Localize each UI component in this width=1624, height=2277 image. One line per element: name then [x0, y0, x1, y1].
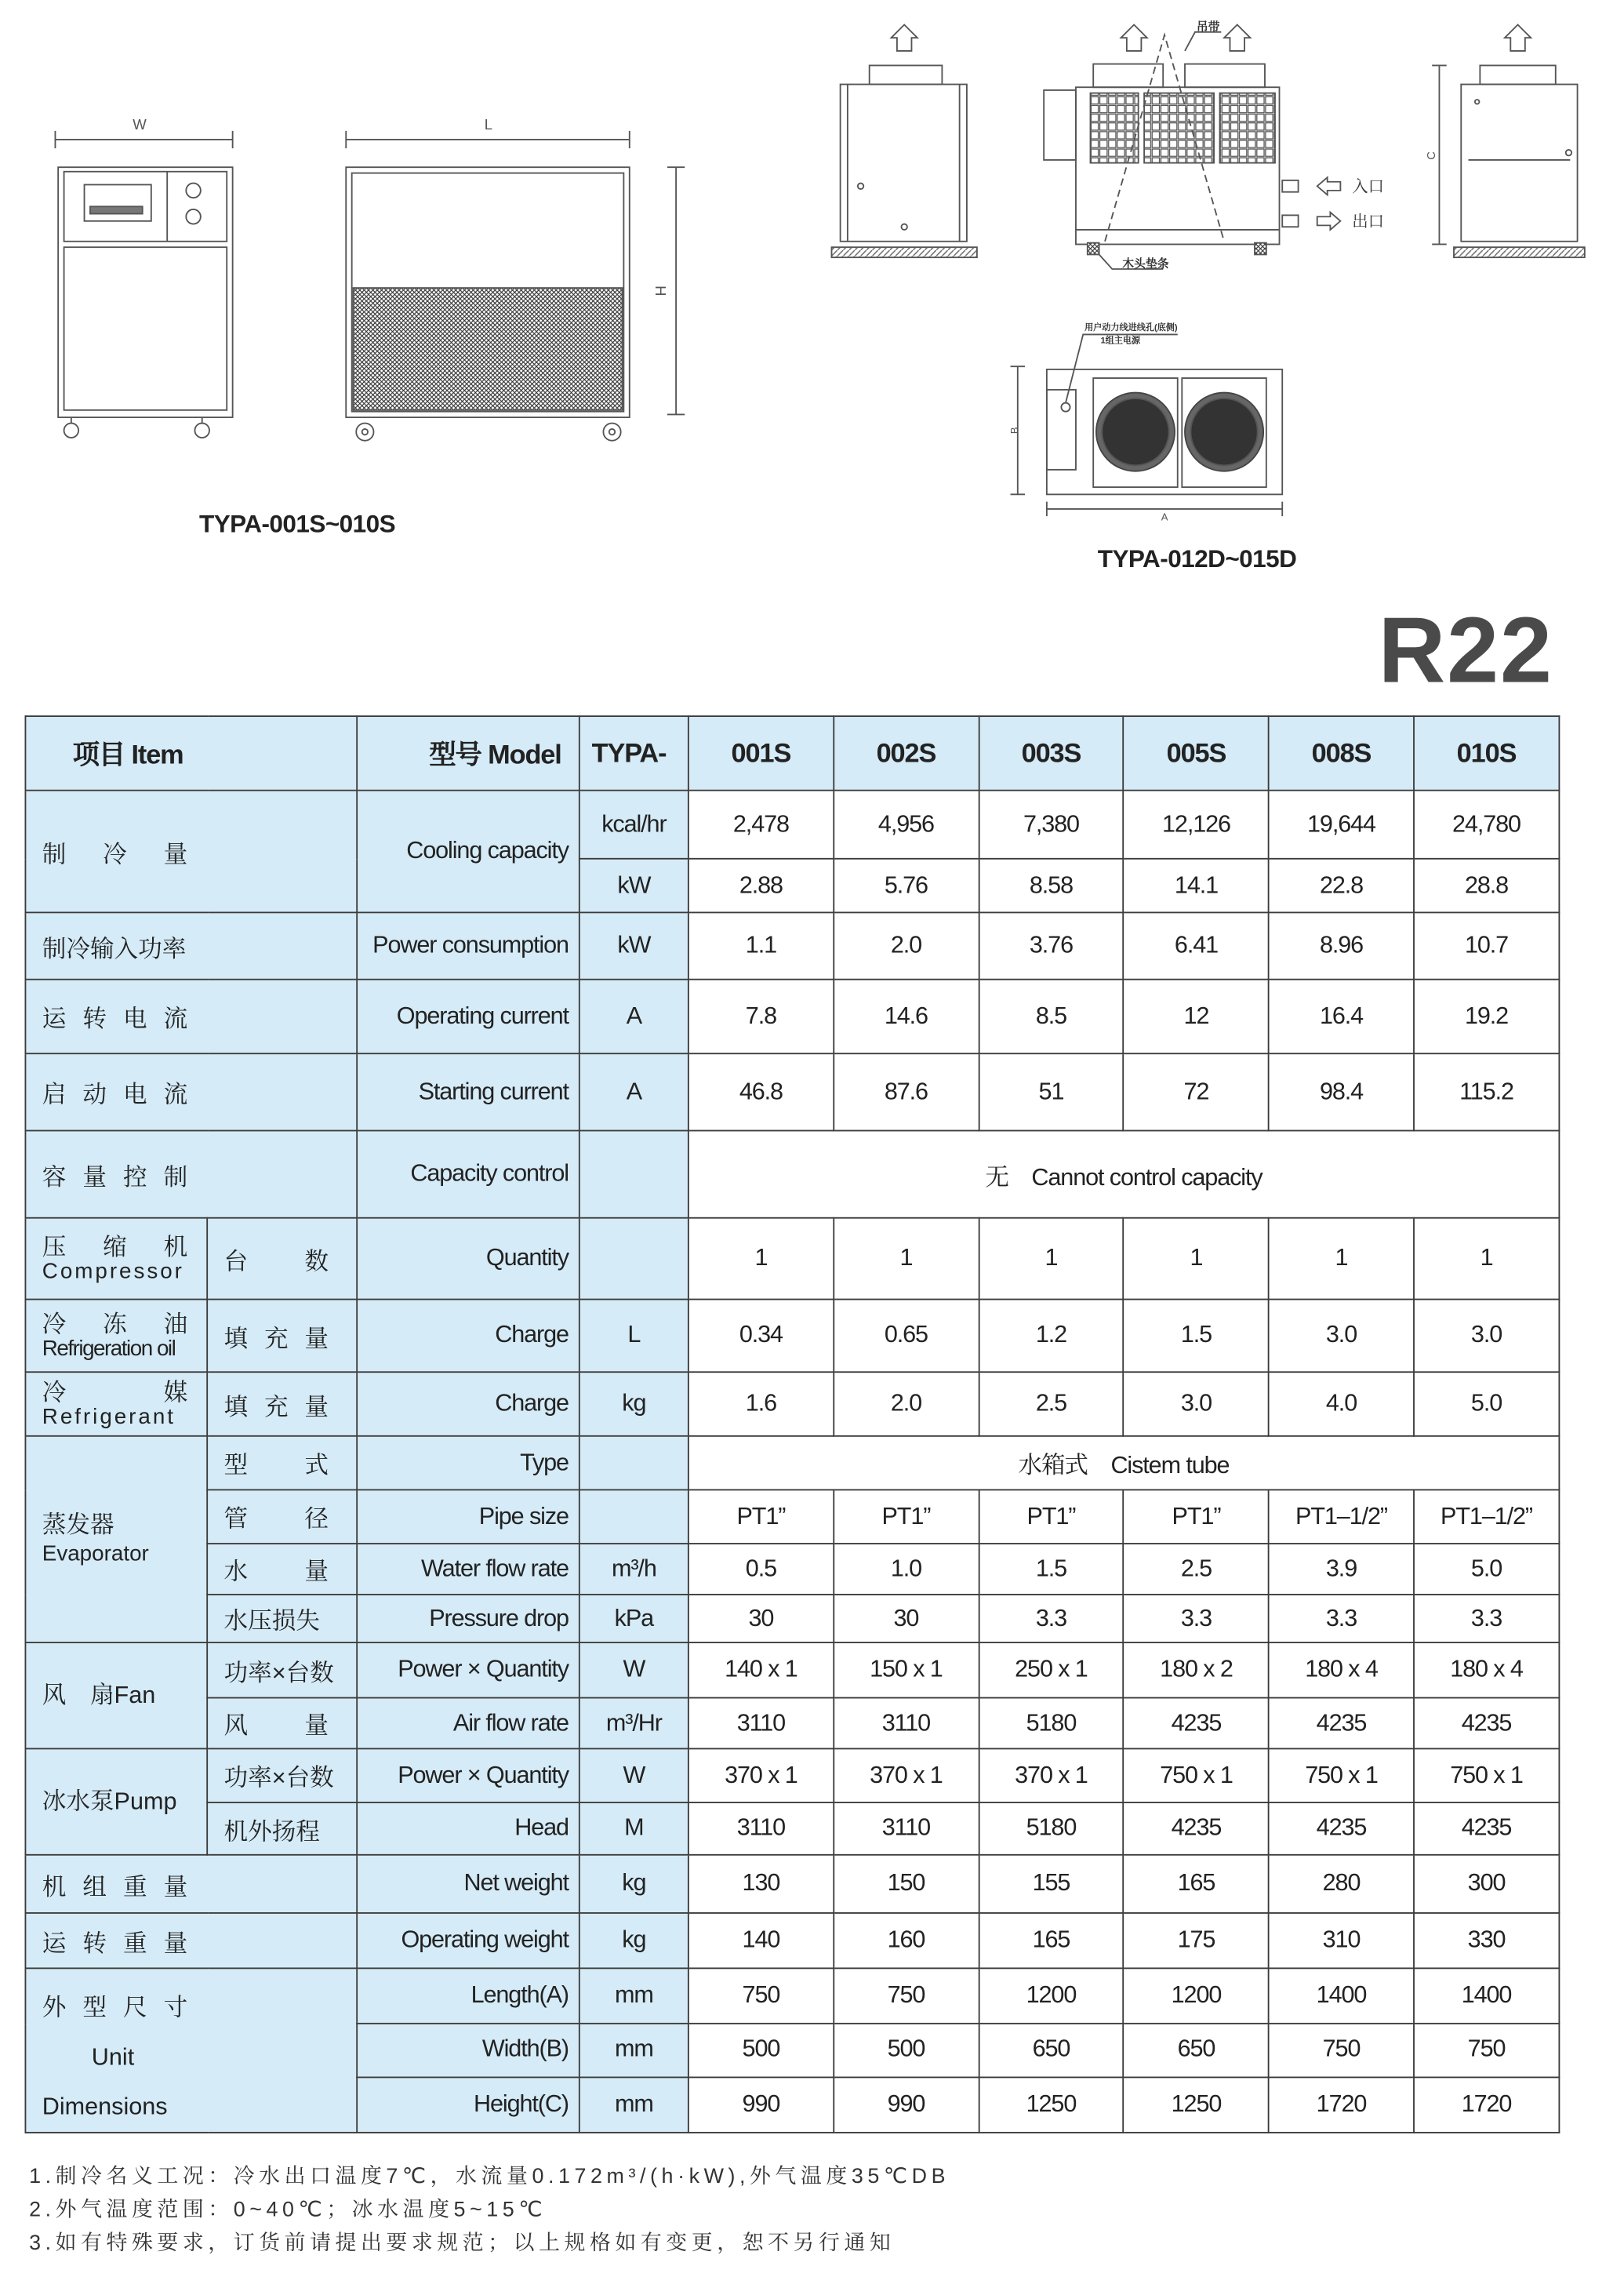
value-cell: 51: [979, 1053, 1124, 1130]
table-row: [25, 1913, 1559, 1968]
group-label: [25, 1748, 207, 1854]
value-cell: 1.5: [979, 1544, 1124, 1595]
value-cell: 2.5: [979, 1372, 1124, 1436]
value-cell: 24,780: [1414, 791, 1559, 859]
value-cell: 1250: [1124, 2077, 1269, 2133]
item-name-en: Operating weight: [357, 1913, 579, 1968]
table-row: [25, 980, 1559, 1054]
sub-item-cn: [207, 1595, 357, 1642]
value-cell: 28.8: [1414, 859, 1559, 913]
outlet-label: 出口: [1352, 213, 1384, 231]
value-cell: 140: [688, 1913, 834, 1968]
value-cell: 180 x 2: [1124, 1642, 1269, 1697]
left-model-range-title: TYPA-001S~010S: [198, 510, 396, 538]
value-cell: 14.1: [1124, 859, 1269, 913]
group-name-cn: 压缩机: [42, 1234, 188, 1260]
header-model-005s: 005S: [1124, 716, 1269, 791]
value-cell: PT1”: [688, 1490, 834, 1544]
value-cell: 4235: [1414, 1802, 1559, 1855]
value-cell: 3110: [688, 1802, 834, 1855]
sub-item-cn: [207, 1544, 357, 1595]
unit-cell: [579, 1218, 688, 1300]
header-model-010s: 010S: [1414, 716, 1559, 791]
table-row: [25, 1855, 1559, 1913]
value-cell: 165: [1124, 1855, 1269, 1913]
right-model-range-title: TYPA-012D~015D: [1097, 545, 1297, 573]
item-name-en: Capacity control: [357, 1130, 579, 1217]
item-name-en: Starting current: [357, 1053, 579, 1130]
footnote: 1.制冷名义工况：冷水出口温度7℃，水流量0.172m³/(h·kW),外气温度35℃DB: [29, 2165, 950, 2189]
item-name-en: Operating current: [357, 980, 579, 1054]
item-name-cn: 外型尺寸: [42, 1995, 188, 2022]
group-name-en: Refrigeration oil: [42, 1335, 176, 1361]
unit-cell: kg: [579, 1855, 688, 1913]
value-cell: 310: [1269, 1913, 1414, 1968]
unit-cell: W: [579, 1642, 688, 1697]
value-cell: 1.6: [688, 1372, 834, 1436]
item-label: [25, 1053, 357, 1130]
value-cell: 750 x 1: [1124, 1748, 1269, 1802]
value-cell: 370 x 1: [834, 1748, 979, 1802]
inlet-label: 入口: [1352, 178, 1384, 196]
unit-cell: kg: [579, 1913, 688, 1968]
group-name-en: Evaporator: [42, 1540, 149, 1566]
measure-name-en: Height(C): [357, 2077, 579, 2133]
group-name-cn: 冷媒: [42, 1379, 188, 1406]
sub-item-en: Charge: [357, 1372, 579, 1436]
unit-cell: L: [579, 1300, 688, 1373]
value-cell: 87.6: [834, 1053, 979, 1130]
value-cell: 1: [979, 1218, 1124, 1300]
sub-item-cn: [207, 1218, 357, 1300]
value-cell: 72: [1124, 1053, 1269, 1130]
sub-item-name: 功率×台数: [223, 1765, 334, 1792]
value-cell: 3.3: [1269, 1595, 1414, 1642]
value-cell: 330: [1414, 1913, 1559, 1968]
item-label: [25, 980, 357, 1054]
value-cell: 750 x 1: [1414, 1748, 1559, 1802]
value-cell: 140 x 1: [688, 1642, 834, 1697]
value-cell: 4235: [1269, 1802, 1414, 1855]
value-cell: 10.7: [1414, 912, 1559, 979]
table-row: [25, 791, 1559, 859]
value-cell: 1400: [1269, 1968, 1414, 2023]
value-cell: 19.2: [1414, 980, 1559, 1054]
value-cell: 150 x 1: [834, 1642, 979, 1697]
value-cell: 4235: [1124, 1698, 1269, 1749]
value-cell: 1720: [1269, 2077, 1414, 2133]
chiller-front-view-drawing: [1044, 25, 1340, 269]
group-name-en: Refrigerant: [42, 1404, 176, 1429]
header-model-002s: 002S: [834, 716, 979, 791]
unit-cell: M: [579, 1802, 688, 1855]
table-row: [25, 1802, 1559, 1855]
dimension-b-label: B: [1008, 427, 1020, 435]
value-cell: 750: [834, 1968, 979, 2023]
sub-item-en: Water flow rate: [357, 1544, 579, 1595]
value-cell: 370 x 1: [688, 1748, 834, 1802]
value-cell: 5.0: [1414, 1372, 1559, 1436]
merged-value-cell: 无 Cannot control capacity: [688, 1130, 1559, 1217]
value-cell: 2.0: [834, 912, 979, 979]
value-cell: 150: [834, 1855, 979, 1913]
unit-cell: m³/Hr: [579, 1698, 688, 1749]
dimension-h-label: H: [652, 286, 670, 296]
table-header-row: [25, 716, 1559, 791]
value-cell: 2.5: [1124, 1544, 1269, 1595]
sub-item-cn: [207, 1372, 357, 1436]
value-cell: 3.3: [1414, 1595, 1559, 1642]
group-label: [25, 1642, 207, 1748]
unit-cell: kg: [579, 1372, 688, 1436]
value-cell: 650: [1124, 2024, 1269, 2078]
unit-cell: kcal/hr: [579, 791, 688, 859]
value-cell: 650: [979, 2024, 1124, 2078]
item-label: [25, 791, 357, 913]
value-cell: PT1”: [979, 1490, 1124, 1544]
unit-cell: A: [579, 980, 688, 1054]
value-cell: 3.3: [979, 1595, 1124, 1642]
value-cell: 3110: [834, 1698, 979, 1749]
value-cell: 4235: [1414, 1698, 1559, 1749]
value-cell: 5.76: [834, 859, 979, 913]
unit-cell: W: [579, 1748, 688, 1802]
value-cell: 1: [1414, 1218, 1559, 1300]
value-cell: 7,380: [979, 791, 1124, 859]
unit-cell: kPa: [579, 1595, 688, 1642]
unit-cell: A: [579, 1053, 688, 1130]
group-label: [25, 1218, 207, 1300]
value-cell: 16.4: [1269, 980, 1414, 1054]
group-label: [25, 1436, 207, 1642]
header-item: [25, 716, 357, 791]
item-label: [25, 1855, 357, 1913]
sub-item-name: 风量: [223, 1713, 329, 1740]
value-cell: 4235: [1124, 1802, 1269, 1855]
value-cell: 14.6: [834, 980, 979, 1054]
sub-item-cn: [207, 1748, 357, 1802]
value-cell: 990: [834, 2077, 979, 2133]
value-cell: 5180: [979, 1698, 1124, 1749]
sub-item-cn: [207, 1436, 357, 1490]
item-name-cn: 容量控制: [42, 1164, 188, 1191]
value-cell: 280: [1269, 1855, 1414, 1913]
sub-item-cn: [207, 1642, 357, 1697]
value-cell: 1: [688, 1218, 834, 1300]
sub-item-name: 填充量: [223, 1325, 329, 1352]
unit-cell: kW: [579, 859, 688, 913]
table-row: [25, 1544, 1559, 1595]
value-cell: 30: [834, 1595, 979, 1642]
value-cell: 3110: [688, 1698, 834, 1749]
value-cell: 3.0: [1414, 1300, 1559, 1373]
value-cell: PT1”: [1124, 1490, 1269, 1544]
value-cell: 1: [1269, 1218, 1414, 1300]
item-name-en: Net weight: [357, 1855, 579, 1913]
table-row: [25, 1490, 1559, 1544]
sub-item-cn: [207, 1698, 357, 1749]
unit-front-view-drawing: [55, 131, 232, 438]
unit-cell: mm: [579, 2077, 688, 2133]
value-cell: 750 x 1: [1269, 1748, 1414, 1802]
specification-table: [25, 715, 1560, 2133]
cable-hole-label: 用户动力线进线孔(底侧): [1084, 322, 1178, 333]
table-row: [25, 1372, 1559, 1436]
value-cell: 165: [979, 1913, 1124, 1968]
value-cell: 1: [1124, 1218, 1269, 1300]
value-cell: 115.2: [1414, 1053, 1559, 1130]
value-cell: 1.5: [1124, 1300, 1269, 1373]
value-cell: 3.9: [1269, 1544, 1414, 1595]
wood-pad-label: 木头垫条: [1122, 258, 1169, 271]
table-row: [25, 1642, 1559, 1697]
item-label: [25, 1130, 357, 1217]
value-cell: 4,956: [834, 791, 979, 859]
value-cell: 1200: [1124, 1968, 1269, 2023]
value-cell: 2,478: [688, 791, 834, 859]
value-cell: 8.58: [979, 859, 1124, 913]
footnote: 3.如有特殊要求，订货前请提出要求规范；以上规格如有变更，恕不另行通知: [29, 2232, 896, 2256]
value-cell: 8.5: [979, 980, 1124, 1054]
product-drawings: [0, 0, 1624, 596]
value-cell: 750: [1269, 2024, 1414, 2078]
item-name-cn: 机组重量: [42, 1873, 188, 1901]
chiller-side-view-drawing: [831, 25, 976, 258]
value-cell: 98.4: [1269, 1053, 1414, 1130]
value-cell: 19,644: [1269, 791, 1414, 859]
value-cell: 370 x 1: [979, 1748, 1124, 1802]
value-cell: 500: [834, 2024, 979, 2078]
header-prefix: TYPA-: [579, 716, 688, 791]
value-cell: 990: [688, 2077, 834, 2133]
sub-item-cn: [207, 1300, 357, 1373]
value-cell: 130: [688, 1855, 834, 1913]
table-row: [25, 1053, 1559, 1130]
value-cell: 1.0: [834, 1544, 979, 1595]
value-cell: 155: [979, 1855, 1124, 1913]
value-cell: 175: [1124, 1913, 1269, 1968]
value-cell: 1200: [979, 1968, 1124, 2023]
group-label: [25, 1300, 207, 1373]
sub-item-en: Air flow rate: [357, 1698, 579, 1749]
sub-item-en: Type: [357, 1436, 579, 1490]
value-cell: 180 x 4: [1269, 1642, 1414, 1697]
item-name-en: Power consumption: [357, 912, 579, 979]
sub-item-name: 功率×台数: [223, 1660, 334, 1686]
chiller-top-view-drawing: [1011, 334, 1283, 516]
measure-name-en: Width(B): [357, 2024, 579, 2078]
sub-item-name: 水量: [223, 1559, 329, 1585]
header-model-003s: 003S: [979, 716, 1124, 791]
value-cell: 0.34: [688, 1300, 834, 1373]
value-cell: 750: [1414, 2024, 1559, 2078]
sub-item-name: 水压损失: [223, 1608, 320, 1635]
table-row: [25, 1968, 1559, 2023]
sub-item-en: Pipe size: [357, 1490, 579, 1544]
sub-item-cn: [207, 1802, 357, 1855]
value-cell: 1.2: [979, 1300, 1124, 1373]
item-name-cn: 启动电流: [42, 1082, 188, 1108]
value-cell: 300: [1414, 1855, 1559, 1913]
value-cell: PT1–1/2”: [1269, 1490, 1414, 1544]
value-cell: 2.0: [834, 1372, 979, 1436]
value-cell: 5180: [979, 1802, 1124, 1855]
measure-name-en: Length(A): [357, 1968, 579, 2023]
value-cell: 1.1: [688, 912, 834, 979]
sub-item-en: Head: [357, 1802, 579, 1855]
dimension-l-label: L: [484, 116, 493, 133]
unit-cell: mm: [579, 1968, 688, 2023]
unit-cell: [579, 1130, 688, 1217]
value-cell: 3.76: [979, 912, 1124, 979]
footnote: 2.外气温度范围：0~40℃；冰水温度5~15℃: [29, 2199, 547, 2222]
table-row: [25, 1436, 1559, 1490]
dimension-w-label: W: [133, 116, 147, 133]
unit-side-view-drawing: [346, 131, 685, 441]
unit-cell: kW: [579, 912, 688, 979]
table-row: [25, 1300, 1559, 1373]
value-cell: 1250: [979, 2077, 1124, 2133]
group-name-cn: 冰水泵Pump: [42, 1788, 177, 1815]
unit-cell: m³/h: [579, 1544, 688, 1595]
value-cell: 1720: [1414, 2077, 1559, 2133]
sub-item-name: 型式: [223, 1453, 329, 1479]
footnotes: [29, 2161, 950, 2261]
header-model: 型号 Model: [357, 716, 579, 791]
value-cell: 0.65: [834, 1300, 979, 1373]
value-cell: 8.96: [1269, 912, 1414, 979]
chiller-rear-view-drawing: [1432, 25, 1585, 258]
value-cell: 1400: [1414, 1968, 1559, 2023]
value-cell: 12: [1124, 980, 1269, 1054]
value-cell: 6.41: [1124, 912, 1269, 979]
power-supply-label: 1组主电源: [1100, 336, 1141, 346]
dimension-c-label: C: [1425, 151, 1438, 160]
item-name-cn: 制冷量: [42, 841, 188, 868]
value-cell: PT1”: [834, 1490, 979, 1544]
item-name-cn: 运转电流: [42, 1006, 188, 1033]
value-cell: 4.0: [1269, 1372, 1414, 1436]
value-cell: 1: [834, 1218, 979, 1300]
item-name-en: Unit: [91, 2044, 135, 2071]
sub-item-name: 台数: [223, 1248, 329, 1275]
value-cell: 160: [834, 1913, 979, 1968]
refrigerant-badge: R22: [1378, 597, 1553, 703]
sub-item-en: Quantity: [357, 1218, 579, 1300]
header-model-001s: 001S: [688, 716, 834, 791]
item-name-en: Dimensions: [42, 2093, 168, 2121]
sub-item-cn: [207, 1490, 357, 1544]
sub-item-en: Pressure drop: [357, 1595, 579, 1642]
value-cell: 22.8: [1269, 859, 1414, 913]
group-name-en: Compressor: [42, 1258, 184, 1284]
value-cell: 500: [688, 2024, 834, 2078]
table-row: [25, 1218, 1559, 1300]
sub-item-en: Power × Quantity: [357, 1642, 579, 1697]
header-item-label: 项目 Item: [72, 738, 183, 769]
item-label: [25, 912, 357, 979]
header-model-008s: 008S: [1269, 716, 1414, 791]
unit-cell: [579, 1490, 688, 1544]
value-cell: 12,126: [1124, 791, 1269, 859]
table-row: [25, 1595, 1559, 1642]
sub-item-en: Power × Quantity: [357, 1748, 579, 1802]
value-cell: 30: [688, 1595, 834, 1642]
sub-item-name: 管径: [223, 1506, 329, 1533]
item-name-en: Cooling capacity: [357, 791, 579, 913]
unit-cell: [579, 1436, 688, 1490]
group-name-cn: 蒸发器: [42, 1511, 114, 1538]
value-cell: 0.5: [688, 1544, 834, 1595]
value-cell: 7.8: [688, 980, 834, 1054]
table-row: [25, 1748, 1559, 1802]
group-name-cn: 风 扇Fan: [42, 1682, 156, 1709]
dimension-a-label: A: [1161, 511, 1168, 523]
item-name-cn: 运转重量: [42, 1930, 188, 1957]
value-cell: 3.0: [1124, 1372, 1269, 1436]
merged-value-cell: 水箱式 Cistem tube: [688, 1436, 1559, 1490]
item-name-cn: 制冷输入功率: [42, 936, 187, 962]
value-cell: 250 x 1: [979, 1642, 1124, 1697]
table-row: [25, 1130, 1559, 1217]
value-cell: 2.88: [688, 859, 834, 913]
value-cell: 3.3: [1124, 1595, 1269, 1642]
value-cell: 750: [688, 1968, 834, 2023]
value-cell: 180 x 4: [1414, 1642, 1559, 1697]
value-cell: 4235: [1269, 1698, 1414, 1749]
sub-item-name: 机外扬程: [223, 1818, 320, 1845]
group-name-cn: 冷冻油: [42, 1311, 188, 1337]
sling-label: 吊带: [1196, 20, 1220, 34]
group-label: [25, 1372, 207, 1436]
value-cell: 3.0: [1269, 1300, 1414, 1373]
value-cell: 5.0: [1414, 1544, 1559, 1595]
unit-cell: mm: [579, 2024, 688, 2078]
table-row: [25, 1698, 1559, 1749]
item-label: [25, 1913, 357, 1968]
sub-item-name: 填充量: [223, 1394, 329, 1420]
table-row: [25, 912, 1559, 979]
value-cell: PT1–1/2”: [1414, 1490, 1559, 1544]
sub-item-en: Charge: [357, 1300, 579, 1373]
item-label: [25, 1968, 357, 2133]
value-cell: 3110: [834, 1802, 979, 1855]
value-cell: 46.8: [688, 1053, 834, 1130]
